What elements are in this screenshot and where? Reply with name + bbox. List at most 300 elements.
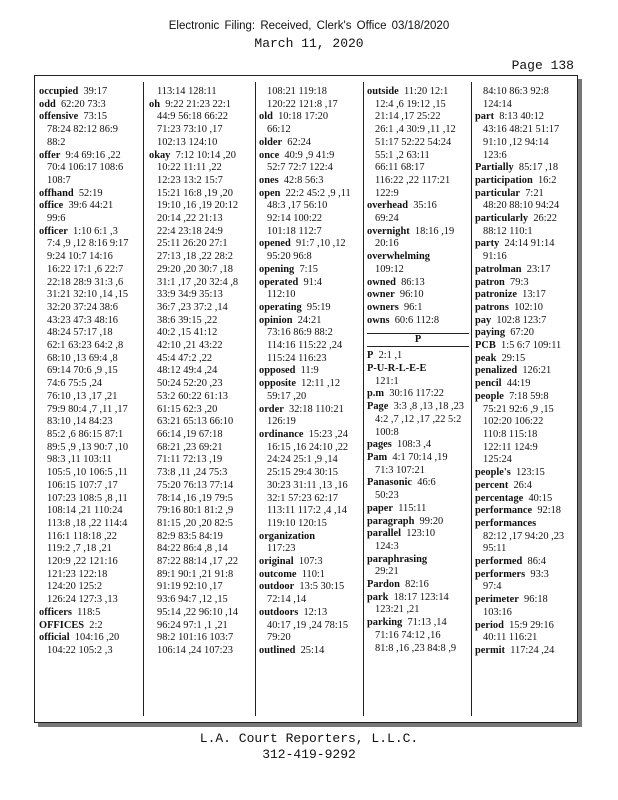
page-line-refs-continued: 116:22 ,22 117:21 — [375, 174, 451, 186]
page-line-refs-continued: 63:21 65:13 66:10 — [157, 416, 234, 428]
page-line-refs-continued: 55:1 ,2 63:11 — [375, 149, 430, 161]
index-entry — [367, 363, 469, 376]
index-word: percentage — [475, 492, 524, 504]
index-word: open — [259, 187, 281, 199]
index-word: Panasonic — [367, 477, 413, 489]
index-entry — [259, 315, 361, 328]
index-word: parallel — [367, 528, 402, 540]
index-word: people's — [475, 467, 511, 479]
index-word: operated — [259, 276, 299, 288]
page-line-refs-continued: 73:16 86:9 88:2 — [267, 327, 333, 339]
page-line-refs-continued: 19:10 ,16 ,19 20:12 — [157, 200, 239, 212]
index-entry — [259, 277, 361, 290]
page-line-refs-continued: 40:11 116:21 — [483, 632, 538, 644]
index-entry — [475, 620, 575, 633]
index-column-4 — [367, 86, 469, 716]
page-line-refs-continued: 21:14 ,17 25:22 — [375, 111, 441, 123]
index-word: patrolman — [475, 263, 522, 275]
index-word: parking — [367, 617, 403, 629]
page-line-refs-continued: 50:24 52:20 ,23 — [157, 378, 223, 390]
page-line-refs-continued: 71:16 74:12 ,16 — [375, 629, 441, 641]
index-word: patrons — [475, 301, 509, 313]
page-line-refs: 7:18 59:8 — [509, 390, 549, 402]
page-line-refs-continued: 101:18 112:7 — [267, 225, 322, 237]
page-line-refs-continued: 9:24 10:7 14:16 — [47, 251, 113, 263]
page-line-refs: 11:9 — [300, 365, 319, 377]
index-word: permit — [475, 644, 506, 656]
index-entry — [259, 645, 361, 658]
page-line-refs-continued: 106:15 107:7 ,17 — [47, 479, 118, 491]
page-line-refs-continued: 69:14 70:6 ,9 ,15 — [47, 365, 118, 377]
index-word: offensive — [39, 111, 79, 123]
page-line-refs-continued: 29:21 — [375, 566, 399, 578]
index-word: patron — [475, 276, 505, 288]
page-line-refs-continued: 74:6 75:5 ,24 — [47, 378, 103, 390]
page-line-refs-continued: 122:11 124:9 — [483, 441, 538, 453]
index-entry — [367, 315, 469, 328]
index-word: P-U-R-L-E-E — [367, 363, 427, 375]
index-column-1 — [39, 86, 141, 716]
page-line-refs-continued: 79:20 — [267, 632, 291, 644]
page-line-refs-continued: 102:13 124:10 — [157, 136, 218, 148]
index-word: performance — [475, 505, 533, 517]
index-entry — [39, 86, 141, 99]
page-line-refs-continued: 87:22 88:14 ,17 ,22 — [157, 556, 239, 568]
index-entry — [475, 569, 575, 582]
index-word: Page — [367, 401, 389, 413]
page-line-refs-continued: 120:9 ,22 121:16 — [47, 556, 118, 568]
page-line-refs-continued: 91:19 92:10 ,17 — [157, 581, 223, 593]
page-line-refs: 13:5 30:15 — [299, 581, 345, 593]
index-entry — [259, 531, 361, 544]
page-line-refs: 107:3 — [298, 556, 323, 568]
index-entry — [367, 528, 469, 541]
index-entry — [367, 350, 469, 363]
page-line-refs-continued: 4:2 ,7 ,12 ,17 ,22 5:2 — [375, 413, 462, 425]
index-entry — [259, 404, 361, 417]
index-entry — [475, 340, 575, 353]
page-line-refs-continued: 78:14 ,16 ,19 79:5 — [157, 492, 233, 504]
index-word: owns — [367, 314, 390, 326]
page-line-refs: 16:2 — [537, 174, 557, 186]
index-word: patronize — [475, 289, 517, 301]
index-word: particularly — [475, 213, 529, 225]
index-entry — [367, 439, 469, 452]
page-line-refs: 60:6 112:8 — [394, 314, 440, 326]
index-word: organization — [259, 530, 315, 542]
page-line-refs-continued: 99:6 — [47, 213, 66, 225]
index-entry — [367, 503, 469, 516]
page-line-refs-continued: 109:12 — [375, 263, 404, 275]
page-line-refs-continued: 102:20 106:22 — [483, 416, 544, 428]
index-word: outcome — [259, 568, 297, 580]
index-word: OFFICES — [39, 619, 85, 631]
page-line-refs-continued: 12:23 13:2 15:7 — [157, 174, 223, 186]
index-entry — [475, 289, 575, 302]
index-entry — [149, 150, 253, 163]
index-entry — [367, 388, 469, 401]
page-line-refs-continued: 82:12 ,17 94:20 ,23 — [483, 530, 565, 542]
page-line-refs: 9:22 21:23 22:1 — [165, 98, 231, 110]
page-line-refs-continued: 73:8 ,11 ,24 75:3 — [157, 467, 228, 479]
page-line-refs: 85:17 ,18 — [518, 162, 559, 174]
page-line-refs-continued: 106:14 ,24 107:23 — [157, 644, 233, 656]
page-line-refs: 95:19 — [306, 301, 331, 313]
page-line-refs: 26:4 — [513, 479, 532, 491]
index-entry — [475, 162, 575, 175]
index-word: overnight — [367, 225, 410, 237]
index-entry — [367, 401, 469, 414]
page-line-refs: 115:11 — [398, 502, 427, 514]
page-line-refs-continued: 113:8 ,18 ,22 114:4 — [47, 517, 128, 529]
page-line-refs: 25:14 — [300, 644, 325, 656]
page-line-refs-continued: 45:4 47:2 ,22 — [157, 352, 213, 364]
page-line-refs-continued: 108:7 — [47, 174, 71, 186]
reporter-phone: 312-419-9292 — [262, 747, 356, 762]
page-line-refs: 35:16 — [413, 200, 437, 212]
index-word: offhand — [39, 187, 74, 199]
page-line-refs: 52:19 — [78, 187, 103, 199]
page-line-refs: 126:21 — [522, 365, 552, 377]
index-word: pages — [367, 439, 392, 451]
index-entry — [259, 150, 361, 163]
index-word: paragraph — [367, 515, 415, 527]
page-line-refs-continued: 88:12 110:1 — [483, 225, 533, 237]
page-line-refs-continued: 7:4 ,9 ,12 8:16 9:17 — [47, 238, 129, 250]
page-line-refs-continued: 71:3 107:21 — [375, 464, 425, 476]
page-line-refs: 86:4 — [527, 556, 547, 568]
page-line-refs-continued: 25:11 26:20 27:1 — [157, 238, 228, 250]
page-line-refs-continued: 95:20 96:8 — [267, 251, 312, 263]
page-line-refs-continued: 112:10 — [267, 289, 296, 301]
filing-date: March 11, 2020 — [254, 36, 364, 51]
index-word: occupied — [39, 86, 79, 97]
index-word: official — [39, 632, 70, 644]
page-line-refs-continued: 48:3 ,17 56:10 — [267, 200, 328, 212]
index-entry — [39, 620, 141, 633]
index-word: people — [475, 390, 504, 402]
page-number: Page 138 — [511, 58, 574, 73]
page-line-refs-continued: 51:17 52:22 54:24 — [375, 136, 452, 148]
page-line-refs-continued: 91:16 — [483, 251, 507, 263]
index-entry — [475, 302, 575, 315]
page-line-refs: 13:17 — [522, 289, 546, 301]
index-word: owner — [367, 289, 395, 301]
page-line-refs: 96:18 — [524, 594, 548, 606]
page-line-refs-continued: 104:22 105:2 ,3 — [47, 644, 113, 656]
page-line-refs-continued: 38:6 39:15 ,22 — [157, 314, 218, 326]
index-word: owned — [367, 276, 396, 288]
index-entry — [39, 226, 141, 239]
index-entry — [259, 264, 361, 277]
page-line-refs-continued: 125:24 — [483, 454, 512, 466]
index-word: outlined — [259, 644, 296, 656]
index-word: paraphrasing — [367, 553, 428, 565]
page-line-refs: 40:15 — [528, 492, 553, 504]
index-word: officers — [39, 606, 72, 618]
page-line-refs: 30:16 117:22 — [389, 388, 444, 400]
page-line-refs: 11:20 12:1 — [403, 86, 449, 97]
index-word: percent — [475, 479, 509, 491]
page-line-refs: 102:10 — [514, 301, 543, 313]
index-word: pencil — [475, 378, 502, 390]
index-word: oh — [149, 98, 160, 110]
index-word: order — [259, 403, 284, 415]
page-line-refs-continued: 121:23 122:18 — [47, 568, 108, 580]
index-word: opening — [259, 263, 295, 275]
page-line-refs-continued: 50:23 — [375, 490, 399, 502]
page-line-refs-continued: 81:15 ,20 ,20 82:5 — [157, 517, 233, 529]
index-word: odd — [39, 98, 56, 110]
index-word: penalized — [475, 365, 518, 377]
index-word: p.m — [367, 388, 385, 400]
page-line-refs-continued: 61:15 62:3 ,20 — [157, 403, 218, 415]
page-line-refs: 10:18 17:20 — [278, 111, 329, 123]
page-line-refs-continued: 124:3 — [375, 540, 399, 552]
page-line-refs-continued: 108:14 ,21 110:24 — [47, 505, 123, 517]
page-line-refs-continued: 59:17 ,20 — [267, 390, 307, 402]
index-entry — [475, 264, 575, 277]
index-entry — [259, 175, 361, 188]
page-line-refs: 67:20 — [510, 327, 534, 339]
page-line-refs-continued: 71:23 73:10 ,17 — [157, 124, 223, 136]
index-word: ordinance — [259, 428, 304, 440]
page-line-refs-continued: 52:7 72:7 122:4 — [267, 162, 333, 174]
index-word: outdoor — [259, 581, 295, 593]
page-line-refs: 96:1 — [403, 301, 423, 313]
index-word: Pardon — [367, 579, 400, 591]
page-line-refs-continued: 124:14 — [483, 98, 512, 110]
page-line-refs: 79:3 — [510, 276, 529, 288]
page-line-refs-continued: 126:24 127:3 ,13 — [47, 594, 118, 606]
page-line-refs-continued: 43:23 47:3 48:16 — [47, 314, 119, 326]
index-entry — [39, 150, 141, 163]
index-entry — [259, 378, 361, 391]
index-entry — [367, 226, 469, 239]
index-entry — [475, 365, 575, 378]
index-entry — [367, 516, 469, 529]
page-line-refs: 82:16 — [405, 579, 429, 591]
page-line-refs: 104:16 ,20 — [74, 632, 120, 644]
index-entry — [475, 188, 575, 201]
page-line-refs-continued: 66:11 68:17 — [375, 162, 425, 174]
page-line-refs-continued: 89:5 ,9 ,13 90:7 ,10 — [47, 441, 129, 453]
page-line-refs-continued: 68:10 ,13 69:4 ,8 — [47, 352, 118, 364]
page-line-refs-continued: 110:8 115:18 — [483, 428, 538, 440]
page-line-refs: 96:10 — [399, 289, 424, 301]
index-column-5 — [475, 86, 575, 716]
page-line-refs-continued: 123:21 ,21 — [375, 604, 420, 616]
index-word: old — [259, 111, 273, 123]
page-line-refs-continued: 88:2 — [47, 136, 66, 148]
page-line-refs-continued: 121:1 — [375, 375, 399, 387]
page-line-refs-continued: 79:16 80:1 81:2 ,9 — [157, 505, 234, 517]
page-line-refs: 71:13 ,14 — [407, 617, 447, 629]
page-line-refs-continued: 108:21 119:18 — [267, 86, 327, 97]
index-entry — [367, 592, 469, 605]
index-word: Pam — [367, 451, 388, 463]
index-word: ones — [259, 174, 279, 186]
index-entry — [475, 111, 575, 124]
page-line-refs-continued: 113:14 128:11 — [157, 86, 217, 97]
page-line-refs-continued: 105:5 ,10 106:5 ,11 — [47, 467, 128, 479]
index-entry — [475, 594, 575, 607]
page-line-refs-continued: 70:4 106:17 108:6 — [47, 162, 124, 174]
index-entry — [39, 99, 141, 112]
page-line-refs: 3:3 ,8 ,13 ,18 ,23 — [393, 401, 464, 413]
page-line-refs-continued: 85:2 ,6 86:15 87:1 — [47, 428, 124, 440]
index-word: older — [259, 136, 283, 148]
page-line-refs-continued: 71:11 72:13 ,19 — [157, 454, 223, 466]
page-line-refs: 108:3 ,4 — [397, 439, 432, 451]
index-word: performed — [475, 556, 523, 568]
page-line-refs: 18:16 ,19 — [414, 225, 455, 237]
page-line-refs: 44:19 — [506, 378, 531, 390]
page-line-refs-continued: 119:2 ,7 ,18 ,21 — [47, 543, 112, 555]
page-line-refs-continued: 22:18 28:9 31:3 ,6 — [47, 276, 124, 288]
index-word: pay — [475, 314, 492, 326]
page-line-refs-continued: 98:2 101:16 103:7 — [157, 632, 234, 644]
column-divider — [471, 82, 472, 716]
page-line-refs-continued: 115:24 116:23 — [267, 352, 327, 364]
index-entry — [149, 99, 253, 112]
page-line-refs-continued: 95:11 — [483, 543, 507, 555]
index-entry — [259, 137, 361, 150]
page-line-refs-continued: 30:23 31:11 ,13 ,16 — [267, 479, 348, 491]
page-line-refs-continued: 10:22 11:11 ,22 — [157, 162, 222, 174]
index-word: park — [367, 591, 389, 603]
index-word: participation — [475, 174, 533, 186]
page-line-refs-continued: 114:16 115:22 ,24 — [267, 340, 343, 352]
page-line-refs-continued: 97:4 — [483, 581, 502, 593]
page-line-refs-continued: 93:6 94:7 ,12 ,15 — [157, 594, 228, 606]
page-line-refs: 86:13 — [401, 276, 425, 288]
page-line-refs: 7:21 — [525, 187, 544, 199]
page-line-refs: 26:22 — [533, 213, 557, 225]
page-line-refs: 22:2 45:2 ,9 ,11 — [285, 187, 351, 199]
index-entry — [39, 188, 141, 201]
page-line-refs: 15:23 ,24 — [308, 428, 348, 440]
page-line-refs: 7:12 10:14 ,20 — [175, 149, 236, 161]
page-line-refs-continued: 42:10 ,21 43:22 — [157, 340, 223, 352]
index-entry — [367, 579, 469, 592]
index-entry — [475, 213, 575, 226]
index-word: performances — [475, 517, 537, 529]
page-line-refs: 91:7 ,10 ,12 — [295, 238, 346, 250]
word-index-panel — [34, 75, 578, 723]
index-entry — [475, 238, 575, 251]
page-line-refs-continued: 26:1 ,4 30:9 ,11 ,12 — [375, 124, 456, 136]
page-line-refs-continued: 84:22 86:4 ,8 ,14 — [157, 543, 228, 555]
index-entry — [39, 200, 141, 213]
index-word: outside — [367, 86, 399, 97]
page-line-refs-continued: 96:24 97:1 ,1 ,21 — [157, 619, 228, 631]
page-line-refs-continued: 20:16 — [375, 238, 399, 250]
page-line-refs-continued: 75:20 76:13 77:14 — [157, 479, 234, 491]
page-line-refs-continued: 84:10 86:3 92:8 — [483, 86, 549, 97]
page-line-refs-continued: 12:4 ,6 19:12 ,15 — [375, 98, 446, 110]
page-line-refs-continued: 83:10 ,14 84:23 — [47, 416, 113, 428]
index-word: owners — [367, 301, 399, 313]
index-entry — [475, 391, 575, 404]
page-line-refs-continued: 32:20 37:24 38:6 — [47, 301, 119, 313]
index-entry — [259, 188, 361, 201]
page-line-refs-continued: 27:13 ,18 ,22 28:2 — [157, 251, 233, 263]
section-letter-heading: P — [367, 333, 469, 347]
index-entry — [475, 315, 575, 328]
page-line-refs-continued: 48:12 49:4 ,24 — [157, 365, 218, 377]
page-line-refs-continued: 103:16 — [483, 606, 512, 618]
page-line-refs: 110:1 — [301, 568, 326, 580]
page-line-refs: 73:15 — [83, 111, 108, 123]
column-divider — [363, 82, 364, 716]
column-divider — [255, 82, 256, 716]
page-line-refs-continued: 44:9 56:18 66:22 — [157, 111, 229, 123]
index-word: PCB — [475, 340, 496, 352]
index-entry — [475, 277, 575, 290]
page-line-refs-continued: 95:14 ,22 96:10 ,14 — [157, 606, 239, 618]
index-word: particular — [475, 187, 521, 199]
index-word: original — [259, 556, 294, 568]
index-word: overhead — [367, 200, 408, 212]
index-entry — [259, 365, 361, 378]
index-entry — [39, 111, 141, 124]
index-entry — [367, 86, 469, 99]
page-line-refs: 12:11 ,12 — [301, 378, 341, 390]
index-word: office — [39, 200, 64, 212]
page-line-refs: 42:8 56:3 — [283, 174, 324, 186]
page-line-refs-continued: 48:20 88:10 94:24 — [483, 200, 560, 212]
page-line-refs: 39:17 — [83, 86, 108, 97]
index-word: P — [367, 350, 374, 362]
index-word: paper — [367, 502, 393, 514]
index-entry — [259, 569, 361, 582]
index-entry — [367, 302, 469, 315]
index-word: part — [475, 111, 495, 123]
page-line-refs: 29:15 — [501, 352, 526, 364]
index-word: Partially — [475, 162, 514, 174]
page-line-refs: 2:1 ,1 — [378, 350, 403, 362]
page-line-refs-continued: 66:14 ,19 67:18 — [157, 428, 223, 440]
page-line-refs-continued: 78:24 82:12 86:9 — [47, 124, 119, 136]
page-line-refs-continued: 16:22 17:1 ,6 22:7 — [47, 263, 124, 275]
page-line-refs-continued: 75:21 92:6 ,9 ,15 — [483, 403, 554, 415]
page-line-refs: 118:5 — [77, 606, 101, 618]
page-line-refs-continued: 82:9 83:5 84:19 — [157, 530, 223, 542]
page-line-refs-continued: 31:1 ,17 ,20 32:4 ,8 — [157, 276, 239, 288]
index-word: performers — [475, 568, 526, 580]
column-divider — [143, 82, 144, 716]
index-word: opinion — [259, 314, 293, 326]
index-word: overwhelming — [367, 251, 430, 263]
page-line-refs-continued: 22:4 23:18 24:9 — [157, 225, 223, 237]
index-entry — [475, 353, 575, 366]
page-line-refs: 40:9 ,9 41:9 — [284, 149, 335, 161]
page-line-refs: 12:13 — [303, 606, 328, 618]
index-entry — [259, 238, 361, 251]
index-entry — [475, 467, 575, 480]
index-entry — [475, 518, 575, 531]
page-line-refs-continued: 40:17 ,19 ,24 78:15 — [267, 619, 349, 631]
page-line-refs-continued: 126:19 — [267, 416, 296, 428]
page-line-refs-continued: 48:24 57:17 ,18 — [47, 327, 113, 339]
index-entry — [367, 289, 469, 302]
index-column-2 — [149, 86, 253, 716]
index-entry — [475, 505, 575, 518]
index-word: peak — [475, 352, 497, 364]
page-line-refs: 9:4 69:16 ,22 — [65, 149, 121, 161]
page-line-refs: 32:18 110:21 — [289, 403, 344, 415]
